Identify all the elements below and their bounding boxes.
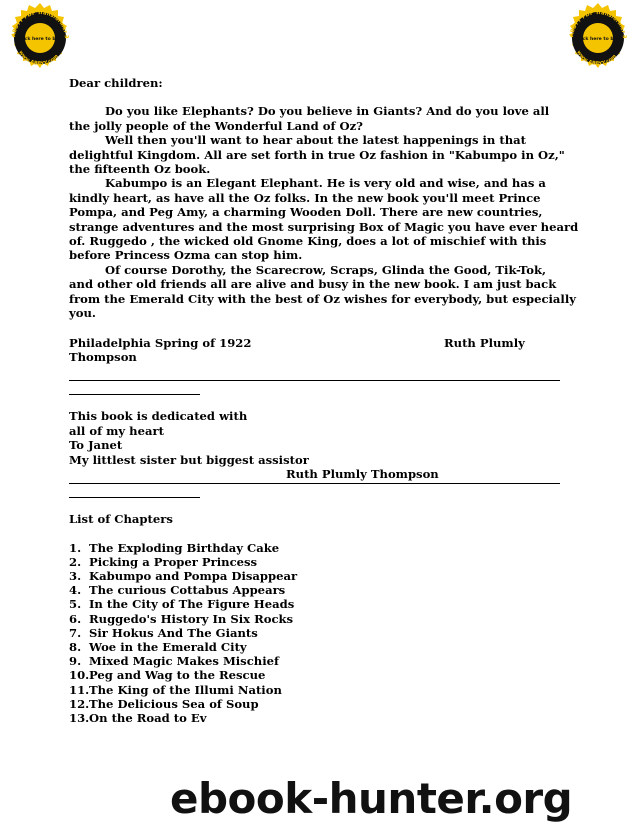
chapter-title: Ruggedo's History In Six Rocks <box>89 611 294 626</box>
letter-paragraph-4 <box>69 262 576 321</box>
badge-seal-icon <box>561 2 635 76</box>
chapter-item[interactable] <box>69 555 569 569</box>
chapter-title: Picking a Proper Princess <box>89 554 258 569</box>
chapter-title: Peg and Wag to the Rescue <box>89 668 266 683</box>
text-line: Of course Dorothy, the Scarecrow, Scraps, Glinda the Good, Tik-Tok, <box>105 262 547 277</box>
abbyy-badge-left[interactable] <box>3 2 77 76</box>
chapter-item[interactable] <box>69 654 569 668</box>
text-line: Kabumpo is an Elegant Elephant. He is very old and wise, and has a <box>105 176 546 191</box>
badge-right-text-top: ABBYY PDF Transformer 3 <box>569 9 628 39</box>
letter-place-date: Philadelphia Spring of 1922 <box>69 335 252 350</box>
chapter-item[interactable] <box>69 583 569 597</box>
chapter-number: 9. <box>69 654 82 669</box>
chapter-item[interactable] <box>69 640 569 654</box>
text-line: from the Emerald City with the best of Oz wishes for everybody, but especially <box>69 291 576 306</box>
text-line: strange adventures and the most surprising Box of Magic you have ever heard <box>69 219 579 234</box>
abbyy-badge-right[interactable] <box>561 2 635 76</box>
dedication-line: My littlest sister but biggest assistor <box>69 452 309 467</box>
divider-rule <box>69 380 560 381</box>
text-line: kindly heart, as have all the Oz folks. In the new book you'll meet Prince <box>69 190 541 205</box>
text-line: the fifteenth Oz book. <box>69 162 211 177</box>
chapter-item[interactable] <box>69 612 569 626</box>
text-line: you. <box>69 306 96 321</box>
letter-signature <box>69 336 569 350</box>
letter-author-surname: Thompson <box>69 349 137 364</box>
divider-rule <box>69 483 560 484</box>
dedication-line: all of my heart <box>69 423 164 438</box>
document-body <box>69 76 579 725</box>
chapter-number: 12. <box>69 696 90 711</box>
chapter-number: 10. <box>69 668 90 683</box>
badge-right-text-center: Click here to buy <box>576 37 620 42</box>
watermark-text: ebook-hunter.org <box>170 774 573 823</box>
chapter-number: 11. <box>69 682 90 697</box>
chapter-item[interactable] <box>69 626 569 640</box>
chapter-item[interactable] <box>69 697 569 711</box>
chapter-number: 6. <box>69 611 82 626</box>
text-line: of. Ruggedo , the wicked old Gnome King, does a lot of mischief with this <box>69 234 547 249</box>
text-line: Do you like Elephants? Do you believe in Giants? And do you love all <box>105 104 550 119</box>
chapter-number: 13. <box>69 710 90 725</box>
chapter-number: 7. <box>69 625 82 640</box>
chapter-item[interactable] <box>69 597 569 611</box>
chapter-title: The Delicious Sea of Soup <box>89 696 259 711</box>
chapter-title: Woe in the Emerald City <box>89 640 247 655</box>
chapter-title: Sir Hokus And The Giants <box>89 625 258 640</box>
dedication-author: Ruth Plumly Thompson <box>286 466 439 481</box>
badge-seal-icon <box>3 2 77 76</box>
badge-left-text-top: ABBYY PDF Transformer 3 <box>11 9 70 39</box>
chapter-list <box>69 541 569 725</box>
letter-paragraph-1 <box>69 104 569 133</box>
dedication <box>69 409 569 481</box>
chapter-item[interactable] <box>69 569 569 583</box>
letter-author: Ruth Plumly <box>444 335 525 350</box>
chapter-item[interactable] <box>69 541 569 555</box>
text-line: before Princess Ozma can stop him. <box>69 248 303 263</box>
text-line: the jolly people of the Wonderful Land of Oz? <box>69 118 363 133</box>
text-line: Well then you'll want to hear about the latest happenings in that <box>105 133 527 148</box>
chapter-title: In the City of The Figure Heads <box>89 597 295 612</box>
chapter-title: The curious Cottabus Appears <box>89 583 286 598</box>
chapter-number: 8. <box>69 640 82 655</box>
badge-left-text-bottom: www.ABBYY.com <box>17 49 60 68</box>
badge-left-text-center: Click here to buy <box>18 37 62 42</box>
text-line: and other old friends all are alive and busy in the new book. I am just back <box>69 277 557 292</box>
badge-right-text-bottom: www.ABBYY.com <box>575 49 618 68</box>
letter-paragraph-3 <box>69 176 579 263</box>
chapter-number: 5. <box>69 597 82 612</box>
text-line: Pompa, and Peg Amy, a charming Wooden Doll. There are new countries, <box>69 205 543 220</box>
chapter-number: 1. <box>69 540 82 555</box>
chapter-item[interactable] <box>69 683 569 697</box>
text-line: delightful Kingdom. All are set forth in true Oz fashion in "Kabumpo in Oz," <box>69 147 565 162</box>
chapter-item[interactable] <box>69 711 569 725</box>
letter-paragraph-2 <box>69 133 569 176</box>
chapter-title: The King of the Illumi Nation <box>89 682 282 697</box>
chapters-heading: List of Chapters <box>69 512 173 527</box>
chapter-item[interactable] <box>69 668 569 682</box>
dedication-line: This book is dedicated with <box>69 409 248 424</box>
chapter-title: The Exploding Birthday Cake <box>89 540 280 555</box>
chapter-title: On the Road to Ev <box>89 710 207 725</box>
chapter-title: Mixed Magic Makes Mischief <box>89 654 279 669</box>
chapter-number: 4. <box>69 583 82 598</box>
chapter-title: Kabumpo and Pompa Disappear <box>89 569 298 584</box>
dedication-line: To Janet <box>69 438 123 453</box>
divider-rule-short <box>69 497 200 498</box>
chapter-number: 2. <box>69 554 82 569</box>
letter-greeting: Dear children: <box>69 76 163 90</box>
chapter-number: 3. <box>69 569 82 584</box>
